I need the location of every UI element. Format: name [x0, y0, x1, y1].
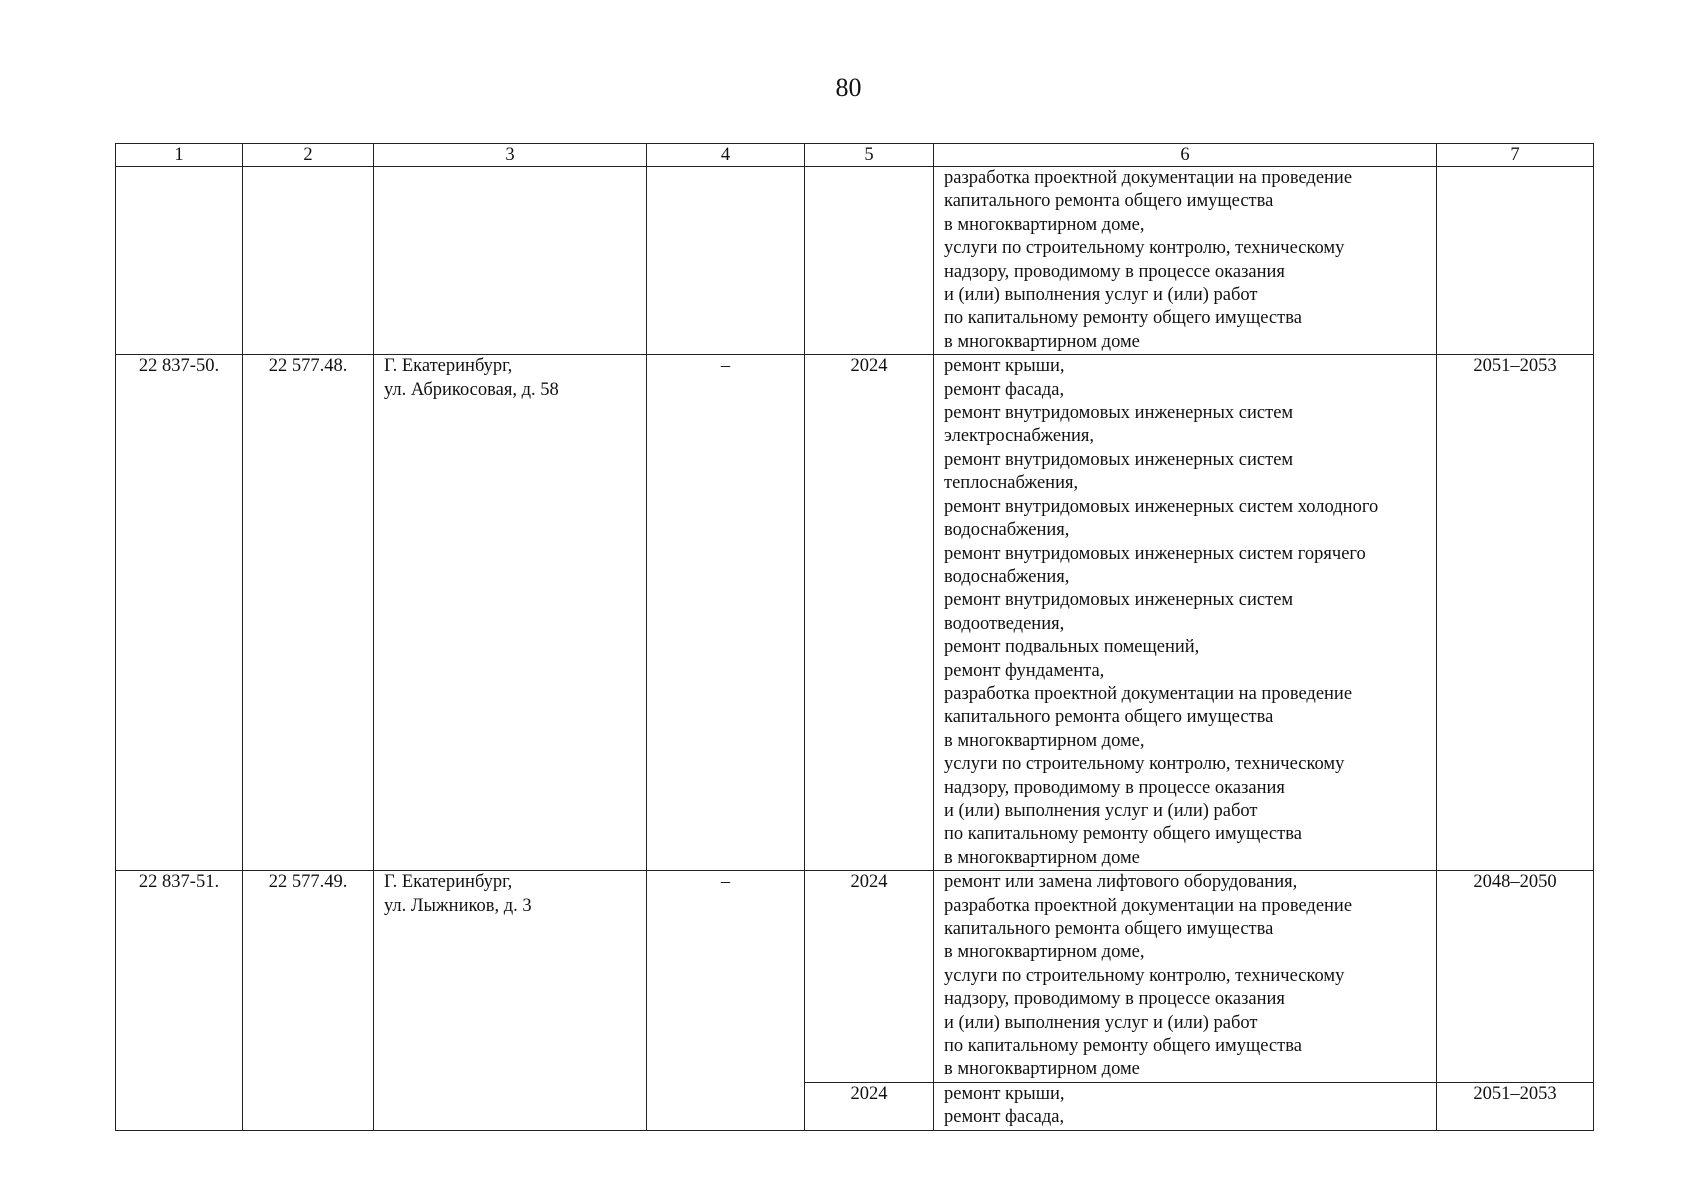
text-line: разработка проектной документации на проведение	[944, 168, 1353, 188]
column-number-row	[116, 144, 1594, 167]
house-number: 22 577.49.	[243, 871, 374, 1130]
text-line: водоснабжения,	[944, 566, 1070, 587]
address-cell	[374, 871, 647, 1130]
text-line: ремонт подвальных помещений,	[944, 637, 1200, 658]
period-value: 2051–2053	[1437, 1082, 1594, 1130]
text-line: в многоквартирном доме	[944, 331, 1140, 352]
text-line: в многоквартирном доме,	[944, 730, 1145, 751]
works-list	[934, 1082, 1437, 1130]
text-line: в многоквартирном доме,	[944, 214, 1145, 235]
house-number	[243, 167, 374, 355]
text-line: ремонт или замена лифтового оборудования,	[944, 872, 1298, 893]
text-line: теплоснабжения,	[944, 473, 1079, 494]
entry-number	[116, 167, 243, 355]
works-list	[934, 355, 1437, 871]
text-line: разработка проектной документации на проведение	[944, 895, 1353, 916]
text-line: разработка проектной документации на проведение	[944, 683, 1353, 704]
text-line: ул. Лыжников, д. 3	[384, 895, 532, 916]
page-number: 80	[835, 73, 862, 102]
table-row	[116, 167, 1594, 355]
text-line: услуги по строительному контролю, техническому	[944, 965, 1345, 986]
text-line: ремонт крыши,	[944, 356, 1065, 377]
column-header: 4	[647, 144, 805, 167]
text-line: ремонт фундамента,	[944, 660, 1105, 681]
year-value: 2024	[805, 355, 934, 871]
column-4-value: –	[647, 871, 805, 1130]
text-line: ремонт внутридомовых инженерных систем	[944, 590, 1294, 611]
text-line: услуги по строительному контролю, техническому	[944, 238, 1345, 259]
text-line: ремонт внутридомовых инженерных систем	[944, 449, 1294, 470]
text-line: ремонт фасада,	[944, 1107, 1065, 1128]
column-4-value	[647, 167, 805, 355]
text-line: и (или) выполнения услуг и (или) работ	[944, 1012, 1258, 1033]
text-line: надзору, проводимому в процессе оказания	[944, 261, 1285, 282]
year-value: 2024	[805, 871, 934, 1083]
column-header: 2	[243, 144, 374, 167]
works-list	[934, 871, 1437, 1083]
text-line: в многоквартирном доме,	[944, 942, 1145, 963]
column-header: 3	[374, 144, 647, 167]
text-line: капитального ремонта общего имущества	[944, 919, 1274, 939]
text-line: по капитальному ремонту общего имущества	[944, 824, 1302, 845]
address-cell	[374, 355, 647, 871]
text-line: в многоквартирном доме	[944, 1059, 1140, 1080]
text-line: и (или) выполнения услуг и (или) работ	[944, 285, 1258, 306]
table-row	[116, 355, 1594, 871]
text-line: по капитальному ремонту общего имущества	[944, 1036, 1302, 1057]
year-value: 2024	[805, 1082, 934, 1130]
text-line: ремонт фасада,	[944, 379, 1065, 400]
text-line: ремонт внутридомовых инженерных систем холодного	[944, 496, 1379, 517]
period-value	[1437, 167, 1594, 355]
column-header: 6	[934, 144, 1437, 167]
column-4-value: –	[647, 355, 805, 871]
column-header: 5	[805, 144, 934, 167]
entry-number: 22 837-50.	[116, 355, 243, 871]
entry-number: 22 837-51.	[116, 871, 243, 1130]
year-value	[805, 167, 934, 355]
text-line: Г. Екатеринбург,	[384, 872, 513, 893]
period-value: 2051–2053	[1437, 355, 1594, 871]
address-cell	[374, 167, 647, 355]
house-number: 22 577.48.	[243, 355, 374, 871]
text-line: услуги по строительному контролю, техническому	[944, 754, 1345, 775]
text-line: надзору, проводимому в процессе оказания	[944, 777, 1285, 798]
text-line: надзору, проводимому в процессе оказания	[944, 989, 1285, 1010]
text-line: ремонт крыши,	[944, 1083, 1065, 1104]
text-line: электроснабжения,	[944, 426, 1095, 447]
text-line: ремонт внутридомовых инженерных систем горячего	[944, 543, 1366, 564]
text-line: ул. Абрикосовая, д. 58	[384, 379, 559, 400]
column-header: 7	[1437, 144, 1594, 167]
works-list	[934, 167, 1437, 355]
text-line: в многоквартирном доме	[944, 847, 1140, 868]
period-value: 2048–2050	[1437, 871, 1594, 1083]
text-line: капитального ремонта общего имущества	[944, 707, 1274, 728]
text-line: ремонт внутридомовых инженерных систем	[944, 403, 1294, 424]
text-line: по капитальному ремонту общего имущества	[944, 308, 1302, 329]
capital-repair-table	[115, 143, 1594, 1131]
column-header: 1	[116, 144, 243, 167]
text-line: Г. Екатеринбург,	[384, 356, 513, 377]
text-line: и (или) выполнения услуг и (или) работ	[944, 800, 1258, 821]
text-line: водоотведения,	[944, 613, 1065, 634]
text-line: капитального ремонта общего имущества	[944, 191, 1274, 212]
table-row	[116, 871, 1594, 1083]
text-line: водоснабжения,	[944, 520, 1070, 541]
